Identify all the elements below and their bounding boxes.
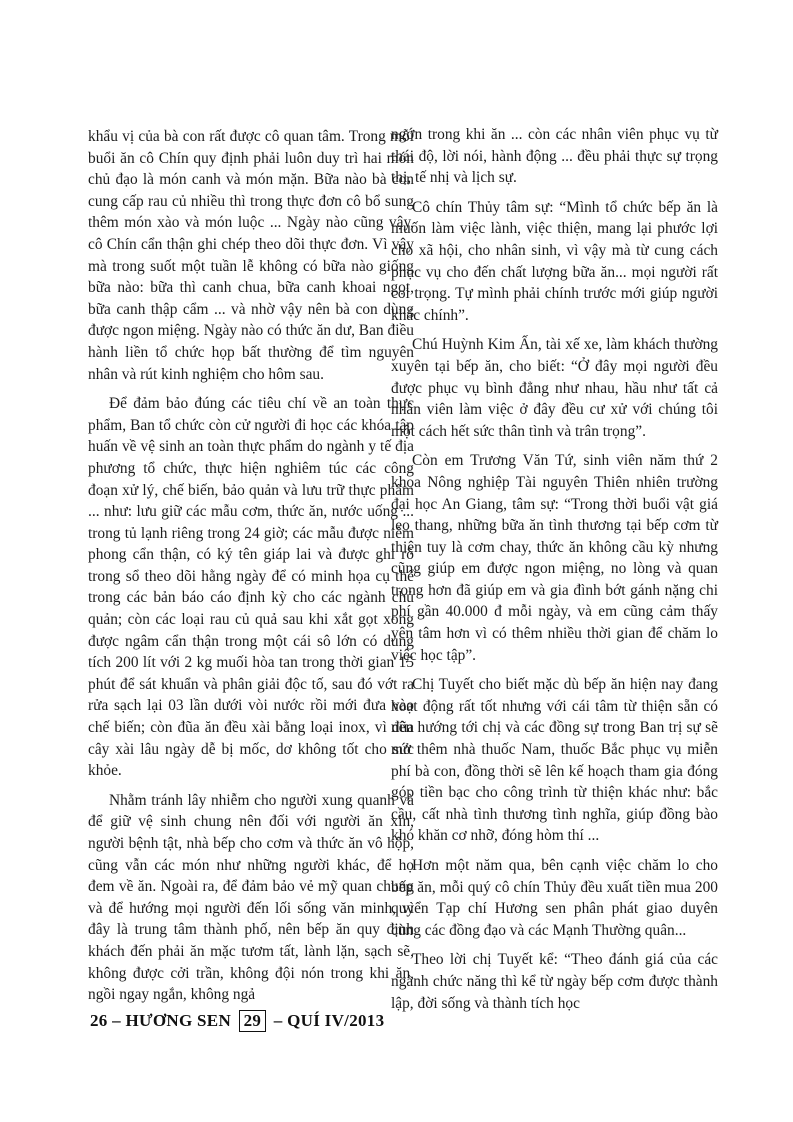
page-footer	[90, 1010, 384, 1032]
issue-number: 29	[239, 1010, 267, 1032]
paragraph: Còn em Trương Văn Tứ, sinh viên năm thứ 2 khoa Nông nghiệp Tài nguyên Thiên nhiên trường đại học An Giang, tâm sự: “Trong thời buổi vật giá leo thang, những bữa ăn tình thương tại bếp cơm từ thiện tuy là cơm chay, thức ăn không cầu kỳ nhưng cũng giúp em được ngon miệng, no lòng và quan trọng hơn đã giúp em và gia đình bớt gánh nặng chi phí gần 40.000 đ mỗi ngày, và em cũng cảm thấy yên tâm hơn vì có thêm nhiều thời gian để chăm lo việc học tập”.	[391, 452, 718, 664]
paragraph: Hơn một năm qua, bên cạnh việc chăm lo cho bếp ăn, mỗi quý cô chín Thủy đều xuất tiền mua 200 quyển Tạp chí Hương sen phân phát giao duyên cùng các đồng đạo và các Mạnh Thường quân...	[391, 857, 718, 939]
left-column	[88, 126, 414, 1006]
right-column	[391, 124, 718, 1014]
paragraph: Nhằm tránh lây nhiễm cho người xung quanh và để giữ vệ sinh chung nên đối với người ăn xin, người bệnh tật, nhà bếp cho cơm và thức ăn vô hộp, cũng vẫn các món như những người khác, để họ đem về ăn. Ngoài ra, để đảm bảo vẻ mỹ quan chung và để hướng mọi người đến lối sống văn minh, vì đây là trung tâm thành phố, nên bếp ăn quy định khách đến phải ăn mặc tươm tất, lành lặn, sạch sẽ, không được cởi trần, không đội nón trong khi ăn, ngồi ngay ngắn, không ngả	[88, 791, 414, 1004]
paragraph: Để đảm bảo đúng các tiêu chí về an toàn thực phẩm, Ban tổ chức còn cử người đi học các khóa tập huấn về vệ sinh an toàn thực phẩm do ngành y tế địa phương tổ chức, thực hiện nghiêm túc các công đoạn xử lý, chế biến, bảo quản và lưu trữ thực phẩm ... như: lưu giữ các mẫu cơm, thức ăn, nước uống ... trong tủ lạnh riêng trong 24 giờ; các mẫu được niêm phong cẩn thận, có ký tên giáp lai và được ghi rõ trong sổ theo dõi hằng ngày để có minh họa cụ thể trong các bản báo cáo định kỳ cho các ngành chủ quản; còn các loại rau củ quả sau khi xắt gọt xong được ngâm cẩn thận trong một cái sô lớn có dung tích 200 lít với 2 kg muối hòa tan trong thời gian 15 phút để sát khuẩn và phân giải độc tố, sau đó vớt ra rửa sạch lại 03 lần dưới vòi nước rồi mới đưa vào chế biến; còn đũa ăn đều xài bằng loại inox, vì đũa cây xài lâu ngày dễ bị mốc, dơ không tốt cho sức khỏe.	[88, 395, 414, 780]
paragraph: Theo lời chị Tuyết kể: “Theo đánh giá của các ngành chức năng thì kể từ ngày bếp cơm được thành lập, đời sống và thành tích học	[391, 951, 718, 1012]
paragraph: khẩu vị của bà con rất được cô quan tâm. Trong mỗi buổi ăn cô Chín quy định phải luôn duy trì hai món chủ đạo là món canh và món mặn. Bữa nào bà con cung cấp rau củ nhiều thì trong thực đơn cô bổ sung thêm món xào và món luộc ... Ngày nào cũng vậy, cô Chín cẩn thận ghi chép theo dõi thực đơn. Vì vậy mà trong suốt một tuần lễ không có bữa nào giống bữa nào: bữa thì canh chua, bữa canh khoai ngọt, bữa canh thập cẩm ... và nhờ vậy nên bà con dùng được ngon miệng. Ngày nào có thức ăn dư, Ban điều hành liền tổ chức họp bất thường để tìm nguyên nhân và rút kinh nghiệm cho hôm sau.	[88, 128, 414, 383]
magazine-name: – HƯƠNG SEN	[112, 1011, 232, 1031]
paragraph: ngớn trong khi ăn ... còn các nhân viên phục vụ từ thái độ, lời nói, hành động ... đều phải thực sự trọng thị, tế nhị và lịch sự.	[391, 126, 718, 187]
issue-quarter: – QUÍ IV/2013	[273, 1011, 385, 1031]
paragraph: Cô chín Thủy tâm sự: “Mình tổ chức bếp ăn là muốn làm việc lành, việc thiện, mang lại phước lợi cho xã hội, cho nhân sinh, vì vậy mà từ cung cách phục vụ cho đến chất lượng bữa ăn... mọi người rất coi trọng. Tự mình phải chính trước mới giúp người khác chính”.	[391, 198, 718, 324]
paragraph: Chị Tuyết cho biết mặc dù bếp ăn hiện nay đang hoạt động rất tốt nhưng với cái tâm từ thiện sẵn có nên hướng tới chị và các đồng sự trong Ban trị sự sẽ mở thêm nhà thuốc Nam, thuốc Bắc phục vụ miễn phí bà con, đồng thời sẽ lên kế hoạch tham gia đóng góp tiền bạc cho công trình từ thiện khác như: bắc cầu, cất nhà tình thương tình nghĩa, giúp đồng bào khó khăn cơ nhỡ, đóng hòm thí ...	[391, 676, 718, 845]
paragraph: Chú Huỳnh Kim Ấn, tài xế xe, làm khách thường xuyên tại bếp ăn, cho biết: “Ở đây mọi người đều được phục vụ bình đẳng như nhau, hầu như tất cả nhân viên làm việc ở đây đều cư xử với chúng tôi một cách hết sức thân tình và trân trọng”.	[391, 336, 718, 440]
page-number: 26	[90, 1011, 108, 1031]
